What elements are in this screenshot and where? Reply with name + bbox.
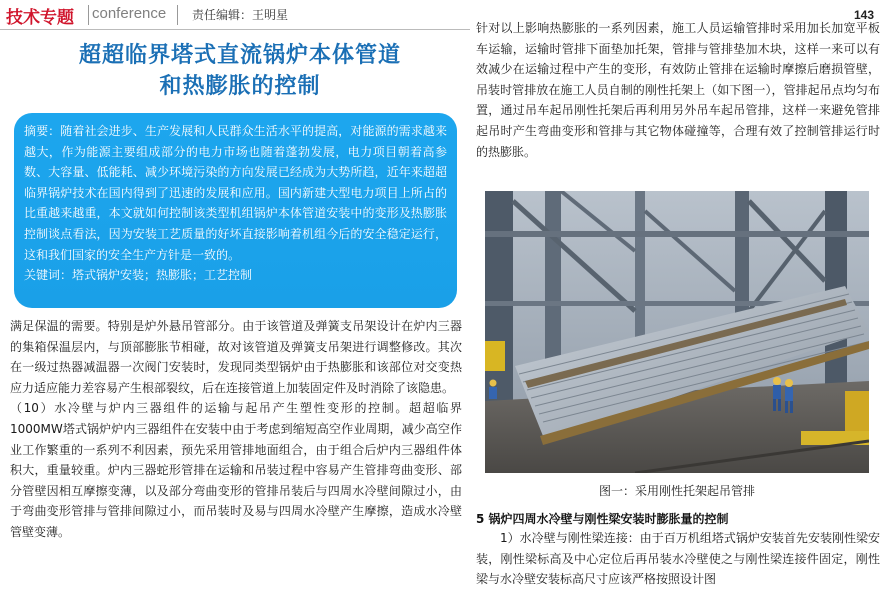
article-title-line1: 超超临界塔式直流锅炉本体管道 [78, 43, 401, 68]
abstract-text: 摘要：随着社会进步、生产发展和人民群众生活水平的提高，对能源的需求越来越大，作为能源主要组成部分的电力市场也随着蓬勃发展，电力项目朝着高参数、大容量、低能耗、减少环境污染的方向发展已经成为大势所趋，近年来超超临界锅炉技术在国内得到了迅速的发展和应用。国内新建大型电力项目上所占的比重越来越重，本文就如何控制该类型机组锅炉本体管道安装中的变形及热膨胀控制谈点看法，因为安装工艺质量的好坏直接影响着机组今后的安全稳定运行，这和我们国家的安全生产方针是一致的。 [24, 124, 447, 262]
right-column-body [476, 18, 880, 162]
editor-credit: 责任编辑：王明星 [192, 8, 289, 22]
header-rule [0, 29, 470, 30]
body-paragraph: 满足保温的需要。特别是炉外悬吊管部分。由于该管道及弹簧支吊架设计在炉内三器的集箱保温层内，与顶部膨胀节相碰，故对该管道及弹簧支吊架进行调整修改。其次在一级过热器减温器一次阀门安装时，发现同类型锅炉由于热膨胀和该部位对交变热应力适应能力差容易产生根部裂纹，后在连接管道上加装固定件及时消除了该隐患。 [10, 319, 462, 395]
section-heading: 5 锅炉四周水冷壁与刚性梁安装时膨胀量的控制 [476, 512, 729, 526]
body-paragraph: （10）水冷壁与炉内三器组件的运输与起吊产生塑性变形的控制。超超临界1000MW塔式锅炉炉内三器组件在安装中由于考虑到缩短高空作业周期，减少高空作业工作繁重的一系列不利因素，预先采用管排地面组合，由于组合后炉内三器组件体积大，重量较重。炉内三器蛇形管排在运输和吊装过程中容易产生管排弯曲变形、部分管壁因相互摩擦变薄，以及部分弯曲变形的管排吊装后与四周水冷壁间隙过小，由于弯曲变形管排与管排间隙过小，而吊装时及易与四周水冷壁产生摩擦，造成水冷壁管壁变薄。 [10, 401, 462, 539]
column-title: 技术专题 [6, 8, 74, 28]
page-number: 143 [853, 8, 874, 22]
figure-caption: 图一：采用刚性托架起吊管排 [598, 484, 755, 498]
header-divider [88, 5, 89, 25]
figure-photo [485, 191, 869, 473]
body-paragraph: 1）水冷壁与刚性梁连接：由于百万机组塔式锅炉安装首先安装刚性梁安装，刚性梁标高及中心定位后再吊装水冷壁使之与刚性梁连接件固定，刚性梁与水冷壁安装标高尺寸应该严格按照设计图 [476, 531, 880, 587]
body-paragraph: 针对以上影响热膨胀的一系列因素，施工人员运输管排时采用加长加宽平板车运输，运输时管排下面垫加托架，管排与管排垫加木块，这样一来可以有效减少在运输过程中产生的变形，有效防止管排在运输时摩擦后磨损管壁，吊装时管排放在施工人员自制的刚性托架上（如下图一），管排起吊点均匀布置，通过吊车起吊刚性托架后再利用另外吊车起吊管排，这样一来避免管排起吊时产生弯曲变形和管排与其它物体碰撞等，合理有效了控制管排运行时的热膨胀。 [476, 21, 880, 159]
left-column-body [10, 316, 462, 543]
article-title-line2: 和热膨胀的控制 [159, 74, 321, 99]
column-subtitle: conference [92, 5, 167, 22]
article-title [20, 40, 460, 102]
abstract-box [14, 113, 457, 308]
keywords: 关键词：塔式锅炉安装；热膨胀；工艺控制 [24, 268, 253, 283]
right-column-body-bottom [476, 528, 880, 590]
header-divider [177, 5, 178, 25]
